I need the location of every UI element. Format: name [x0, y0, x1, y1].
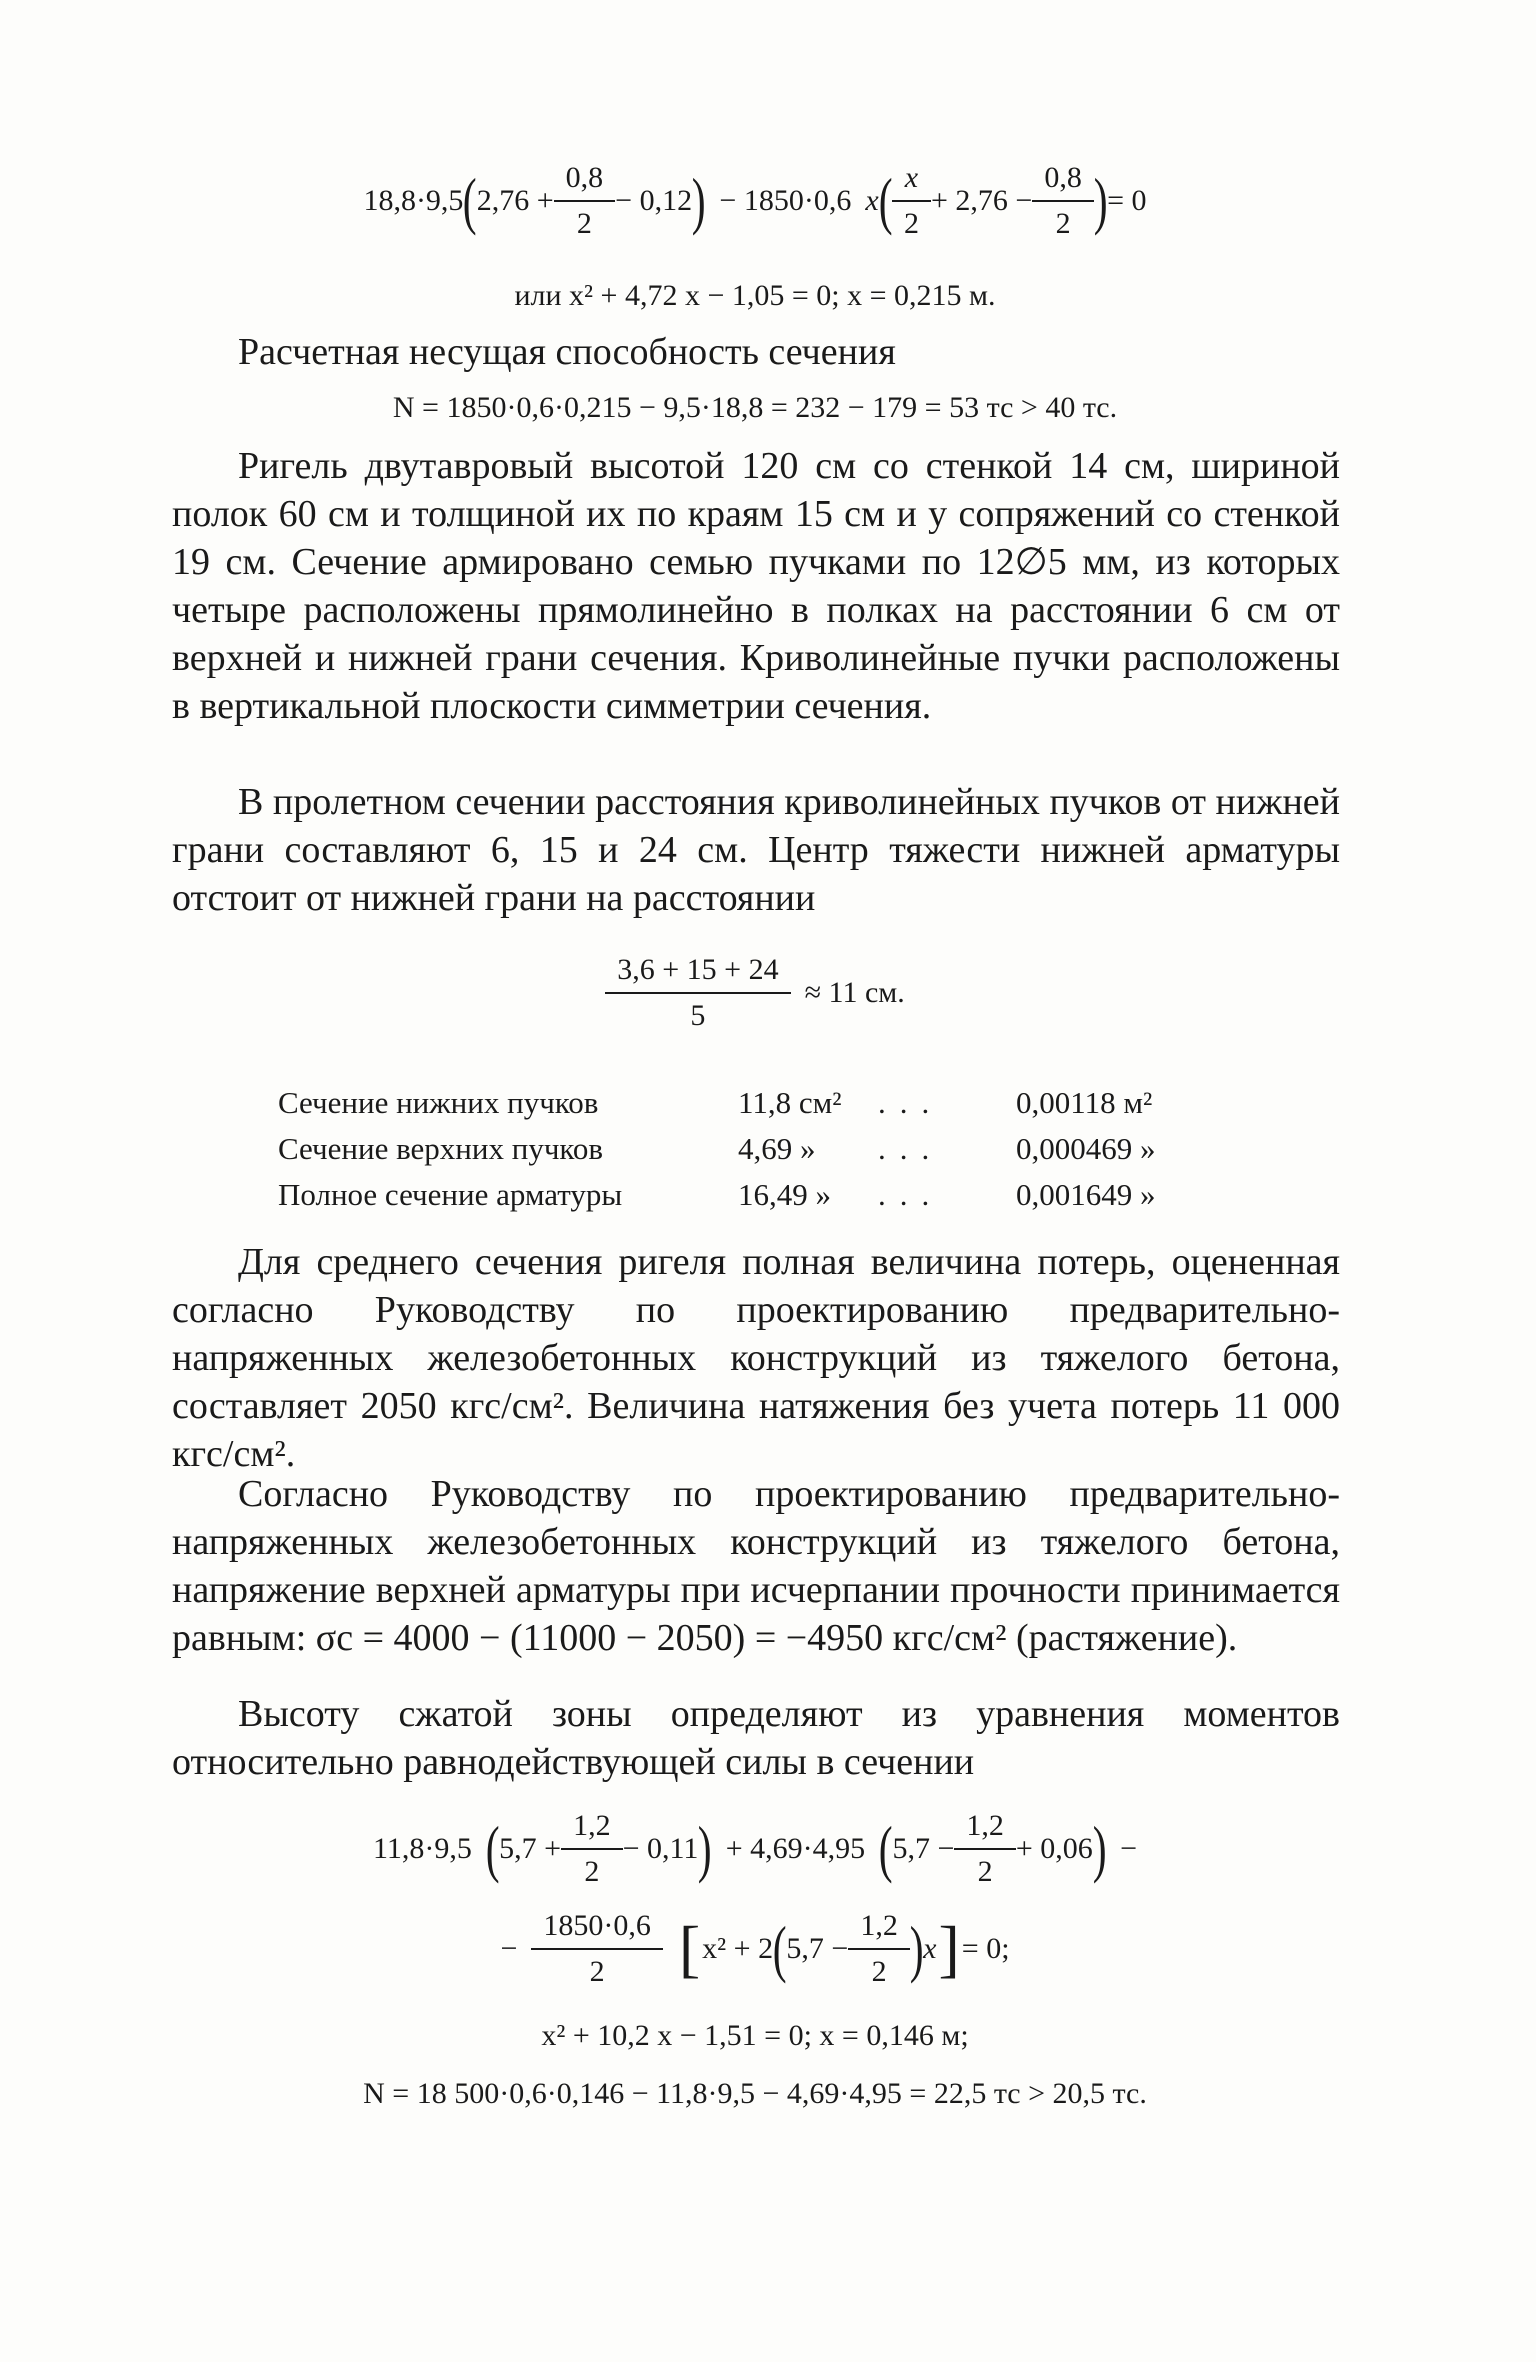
paren-open: ( [463, 165, 478, 236]
equation-moment-1 [150, 158, 1360, 244]
eq1-term: + 2,76 − [930, 184, 1033, 217]
fraction: $\frac{0,8}{2}$ [1038, 158, 1088, 244]
paragraph-span-section: В пролетном сечении расстояния криволинейных пучков от нижней грани составляют 6, 15 и 24 см. Центр тяжести нижней арматуры отстоит от нижней грани на расстоянии [172, 781, 1340, 919]
eq1-variable: x [865, 184, 879, 217]
fraction: $\frac{1850\cdot 0,6}{2}$ [537, 1906, 657, 1992]
fraction: $\frac{1,2}{2}$ [567, 1806, 617, 1892]
paren-close: ) [1093, 165, 1108, 236]
reinforcement-table [278, 1080, 1236, 1218]
paragraph-beam-description: Ригель двутавровый высотой 120 см со стенкой 14 см, шириной полок 60 см и толщиной их по краям 15 см и у сопряжений со стенкой 19 см. Сечение армировано семью пучками по 12∅5 мм, из которых четыре расположены прямолинейно в полках на расстоянии 6 см от верхней и нижней грани сечения. Криволинейные пучки расположены в вертикальной плоскости симметрии сечения. [172, 445, 1340, 727]
paren-close: ) [909, 1913, 924, 1984]
eq1-term: 2,76 + [476, 184, 554, 217]
paren-close: ) [1092, 1813, 1107, 1884]
equation-moment-3: − $\frac{1850\cdot 0,6}{2}$ [ x² + 2 ( 5,7 − $\frac{1,2}{2}$ ) x ] = 0; [150, 1906, 1360, 1992]
fraction: $\frac{1,2}{2}$ [854, 1906, 904, 1992]
equation-capacity-2: N = 18 500·0,6·0,146 − 11,8·9,5 − 4,69·4,95 = 22,5 тс > 20,5 тс. [363, 2077, 1147, 2110]
eq1-term: − 0,12 [615, 184, 693, 217]
paren-open: ( [485, 1813, 500, 1884]
paragraph-stress: Согласно Руководству по проектированию предварительно-напряженных железобетонных конструкций из тяжелого бетона, напряжение верхней арматуры при исчерпании прочности принимается равным: σc = 4000 − (11000 − 2050) = −4950 кгс/см² (растяжение). [172, 1473, 1340, 1659]
paren-close: ) [691, 165, 706, 236]
fraction: $\frac{1,2}{2}$ [960, 1806, 1010, 1892]
table-row: Сечение верхних пучков 4,69 » ... 0,000469 » [278, 1131, 1156, 1166]
table-row: Полное сечение арматуры 16,49 » ... 0,001649 » [278, 1177, 1156, 1212]
eq1-term: − 1850·0,6 [719, 184, 852, 217]
fraction: $\frac{3,6 + 15 + 24}{5}$ [611, 950, 784, 1036]
paren-close: ) [698, 1813, 712, 1884]
eq1-end: = 0 [1107, 184, 1147, 217]
paragraph-compressed-zone: Высоту сжатой зоны определяют из уравнения моментов относительно равнодействующей силы в сечении [172, 1693, 1340, 1783]
equation-centroid: $\frac{3,6 + 15 + 24}{5}$ ≈ 11 см. [150, 950, 1360, 1036]
equation-quadratic-1: или x² + 4,72 x − 1,05 = 0; x = 0,215 м. [514, 279, 996, 312]
fraction: $\frac{x}{2}$ [898, 158, 925, 244]
paren-open: ( [878, 1813, 893, 1884]
fraction: $\frac{0,8}{2}$ [560, 158, 610, 244]
paren-open: ( [878, 165, 893, 236]
table-row: Сечение нижних пучков 11,8 см² ... 0,00118 м² [278, 1085, 1153, 1120]
bracket-open: [ [678, 1913, 701, 1984]
equation-quadratic-2: x² + 10,2 x − 1,51 = 0; x = 0,146 м; [541, 2019, 969, 2052]
paragraph-capacity: Расчетная несущая способность сечения [238, 331, 896, 373]
paragraph-losses: Для среднего сечения ригеля полная величина потерь, оцененная согласно Руководству по проектированию предварительно-напряженных железобетонных конструкций из тяжелого бетона, составляет 2050 кгс/см². Величина натяжения без учета потерь 11 000 кгс/см². [172, 1241, 1340, 1475]
equation-capacity-1: N = 1850·0,6·0,215 − 9,5·18,8 = 232 − 179 = 53 тс > 40 тс. [392, 391, 1118, 424]
paren-open: ( [772, 1913, 787, 1984]
eq1-prefix: 18,8·9,5 [363, 184, 464, 217]
bracket-close: ] [938, 1913, 960, 1984]
equation-moment-2: 11,8·9,5 ( 5,7 + $\frac{1,2}{2}$ − 0,11 ) + 4,69·4,95 ( 5,7 − $\frac{1,2}{2}$ + 0,06 ) − [150, 1806, 1360, 1892]
